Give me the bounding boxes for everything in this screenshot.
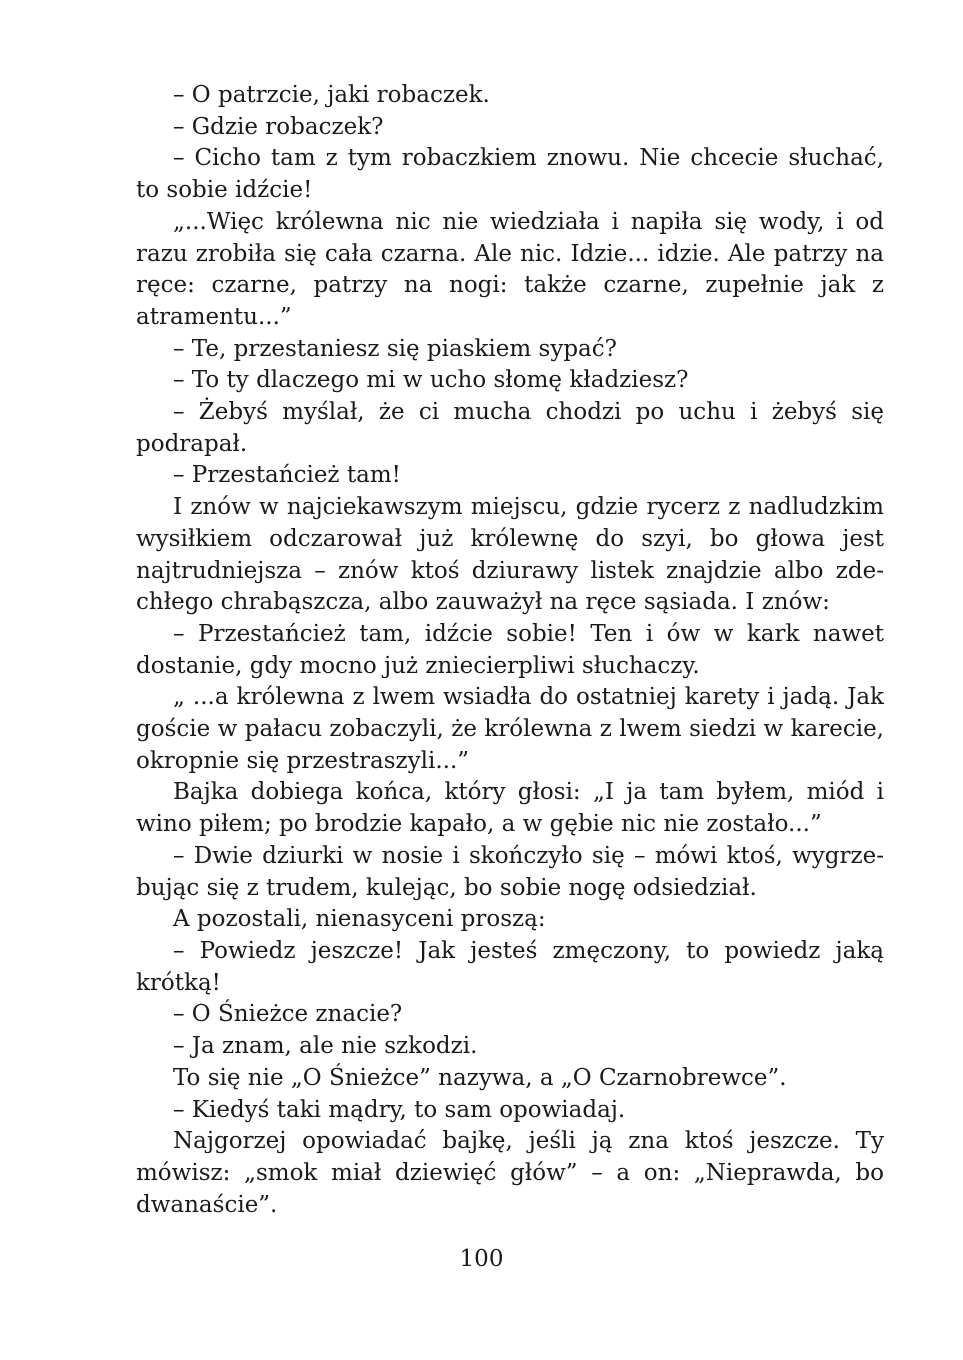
paragraph-1: – O patrzcie, jaki robaczek. xyxy=(173,82,490,108)
paragraph-11: „ ...a królewna z lwem wsiadła do ostatniej karety i jadą. Jak goście w pałacu zobaczyli, że królewna z lwem siedzi w karecie, okropnie się przestraszyli...” xyxy=(136,684,884,774)
paragraph-20: Najgorzej opowiadać bajkę, jeśli ją zna ktoś jeszcze. Ty mówisz: „smok miał dziewięć głów” – a on: „Nieprawda, bo dwanaście”. xyxy=(136,1128,884,1218)
paragraph-5: – Te, przestaniesz się piaskiem sypać? xyxy=(173,335,617,362)
page-body-text xyxy=(136,80,884,1221)
paragraph-13: – Dwie dziurki w nosie i skończyło się – mówi ktoś, wygrzebując się z trudem, kulejąc, bo sobie nogę odsiedział. xyxy=(136,842,884,901)
paragraph-19: – Kiedyś taki mądry, to sam opowiadaj. xyxy=(173,1096,626,1123)
paragraph-17: – Ja znam, ale nie szkodzi. xyxy=(173,1033,478,1060)
paragraph-8: – Przestańcież tam! xyxy=(173,462,401,489)
paragraph-12: Bajka dobiega końca, który głosi: „I ja tam byłem, miód i wino piłem; po brodzie kapało, a w gębie nic nie zostało...” xyxy=(136,779,884,838)
paragraph-7: – Żebyś myślał, że ci mucha chodzi po uchu i żebyś się podrapał. xyxy=(136,399,884,457)
page-number: 100 xyxy=(459,1246,504,1272)
paragraph-16: – O Śnieżce znacie? xyxy=(173,1001,403,1028)
paragraph-15: – Powiedz jeszcze! Jak jesteś zmęczony, to powiedz jaką krótką! xyxy=(136,937,884,996)
paragraph-14: A pozostali, nienasyceni proszą: xyxy=(173,906,546,933)
paragraph-3: – Cicho tam z tym robaczkiem znowu. Nie chcecie słuchać, to sobie idźcie! xyxy=(136,145,884,204)
paragraph-4: „...Więc królewna nic nie wiedziała i napiła się wody, i od razu zrobiła się cała czarna. Ale nic. Idzie... idzie. Ale patrzy na ręce: czarne, patrzy na nogi: także czarne, zupełnie jak z atramentu...” xyxy=(136,208,884,330)
paragraph-18: To się nie „O Śnieżce” nazywa, a „O Czarnobrewce”. xyxy=(173,1064,787,1091)
paragraph-10: – Przestańcież tam, idźcie sobie! Ten i ów w kark nawet dostanie, gdy mocno już zniecierpliwi słuchaczy. xyxy=(136,620,884,679)
paragraph-9: I znów w najciekawszym miejscu, gdzie rycerz z nadludzkim wysiłkiem odczarował już królewnę do szyi, bo głowa jest najtrudniejsza – znów ktoś dziurawy listek znajdzie albo zdechłego chrabąszcza, albo zauważył na ręce sąsiada. I znów: xyxy=(136,494,884,616)
paragraph-2: – Gdzie robaczek? xyxy=(173,113,384,140)
paragraph-6: – To ty dlaczego mi w ucho słomę kładziesz? xyxy=(173,367,689,394)
